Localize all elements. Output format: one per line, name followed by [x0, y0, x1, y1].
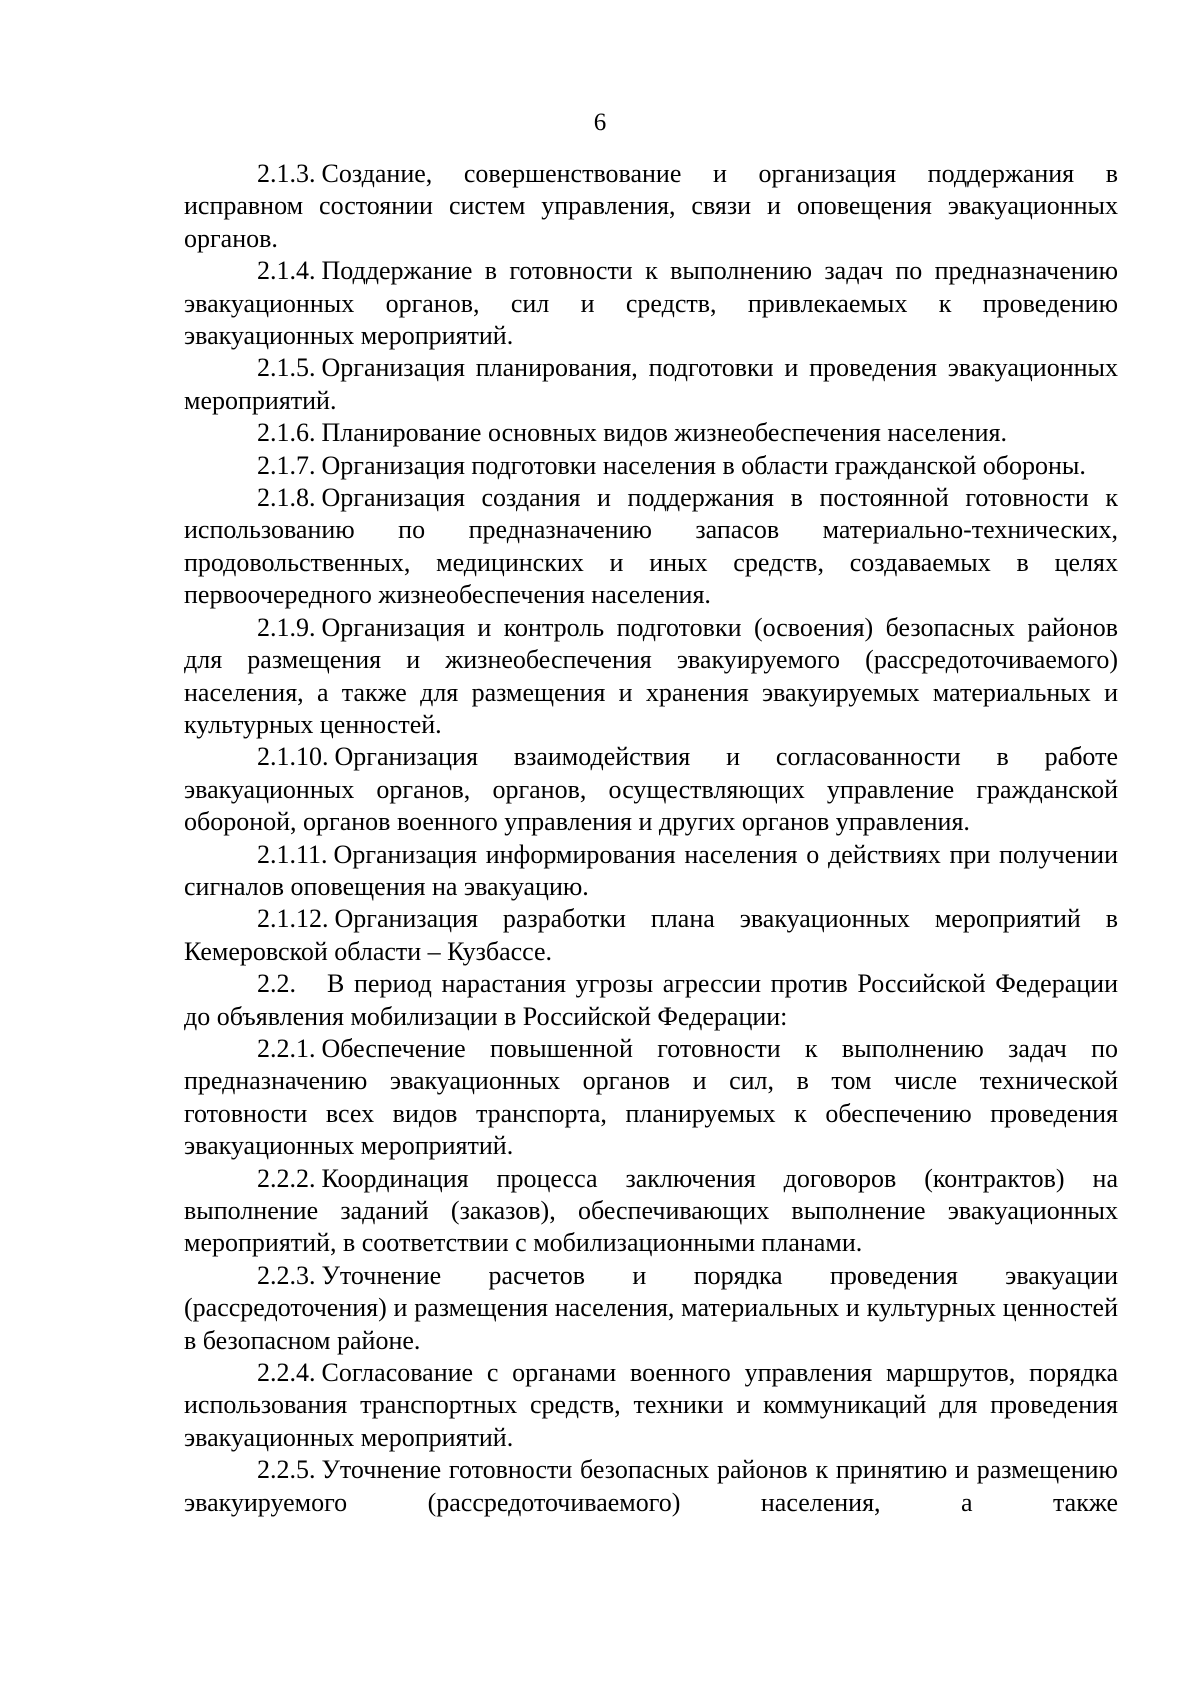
paragraph-2-2-1 — [184, 1033, 1118, 1163]
paragraph-text: Организация информирования населения о действиях при получении сигналов оповещения на эвакуацию. — [184, 839, 1118, 901]
paragraph-text: Планирование основных видов жизнеобеспечения населения. — [321, 418, 1007, 448]
paragraph-text: Координация процесса заключения договоров (контрактов) на выполнение заданий (заказов), обеспечивающих выполнение эвакуационных мероприятий, в соответствии с мобилизационными планами. — [184, 1163, 1118, 1258]
paragraph-number: 2.2.2. — [257, 1163, 316, 1193]
paragraph-text: Уточнение расчетов и порядка проведения эвакуации (рассредоточения) и размещения населения, материальных и культурных ценностей в безопасном районе. — [184, 1260, 1118, 1355]
paragraph-number: 2.1.9. — [257, 612, 316, 642]
paragraph-2-1-8 — [184, 482, 1118, 612]
paragraph-text: Организация разработки плана эвакуационных мероприятий в Кемеровской области – Кузбассе. — [184, 904, 1118, 966]
paragraph-text: Организация и контроль подготовки (освоения) безопасных районов для размещения и жизнеобеспечения эвакуируемого (рассредоточиваемого) населения, а также для размещения и хранения эвакуируемых материальных и культурных ценностей. — [184, 612, 1118, 739]
paragraph-number: 2.1.6. — [257, 418, 316, 448]
paragraph-number: 2.2.4. — [257, 1358, 316, 1388]
paragraph-2-1-10 — [184, 741, 1118, 838]
paragraph-text: Согласование с органами военного управления маршрутов, порядка использования транспортных средств, техники и коммуникаций для проведения эвакуационных мероприятий. — [184, 1358, 1118, 1452]
paragraph-text: Организация планирования, подготовки и проведения эвакуационных мероприятий. — [184, 353, 1118, 415]
paragraph-2-1-5 — [184, 352, 1118, 417]
paragraph-2-1-4 — [184, 255, 1118, 352]
paragraph-number: 2.1.10. — [257, 742, 329, 772]
paragraph-number: 2.2.5. — [257, 1455, 316, 1485]
paragraph-number: 2.1.12. — [257, 904, 329, 934]
paragraph-text: Создание, совершенствование и организация поддержания в исправном состоянии систем управления, связи и оповещения эвакуационных органов. — [184, 159, 1118, 253]
paragraph-number: 2.2.3. — [257, 1260, 316, 1290]
paragraph-number: 2.1.8. — [257, 483, 316, 513]
paragraph-number: 2.1.5. — [257, 353, 316, 383]
paragraph-number: 2.1.4. — [257, 256, 316, 286]
document-body — [184, 158, 1118, 1519]
paragraph-text: Организация создания и поддержания в постоянной готовности к использованию по предназначению запасов материально-технических, продовольственных, медицинских и иных средств, создаваемых в целях первоочередного жизнеобеспечения населения. — [184, 483, 1118, 610]
paragraph-2-1-11 — [184, 839, 1118, 904]
paragraph-text: Обеспечение повышенной готовности к выполнению задач по предназначению эвакуационных органов и сил, в том числе технической готовности всех видов транспорта, планируемых к обеспечению проведения эвакуационных мероприятий. — [184, 1033, 1118, 1161]
paragraph-2-1-6 — [184, 417, 1118, 449]
paragraph-2-1-9 — [184, 612, 1118, 742]
paragraph-2-2 — [184, 968, 1118, 1033]
page-number: 6 — [593, 109, 607, 136]
paragraph-number: 2.1.3. — [257, 159, 316, 188]
paragraph-2-2-3 — [184, 1260, 1118, 1357]
paragraph-2-2-5 — [184, 1454, 1118, 1519]
paragraph-2-2-2 — [184, 1163, 1118, 1260]
paragraph-number: 2.2.1. — [257, 1033, 316, 1063]
paragraph-2-1-12 — [184, 903, 1118, 968]
paragraph-2-1-7 — [184, 450, 1118, 482]
paragraph-number: 2.2. — [257, 969, 296, 999]
paragraph-text: В период нарастания угрозы агрессии против Российской Федерации до объявления мобилизации в Российской Федерации: — [184, 969, 1118, 1031]
paragraph-number: 2.1.7. — [257, 450, 316, 480]
paragraph-2-1-3 — [184, 158, 1118, 255]
paragraph-text: Организация подготовки населения в области гражданской обороны. — [321, 450, 1086, 480]
paragraph-text: Уточнение готовности безопасных районов к принятию и размещению эвакуируемого (рассредоточиваемого) населения, а также — [184, 1455, 1118, 1517]
paragraph-number: 2.1.11. — [257, 839, 328, 869]
paragraph-text: Организация взаимодействия и согласованности в работе эвакуационных органов, органов, осуществляющих управление гражданской обороной, органов военного управления и других органов управления. — [184, 742, 1118, 837]
paragraph-2-2-4 — [184, 1357, 1118, 1454]
paragraph-text: Поддержание в готовности к выполнению задач по предназначению эвакуационных органов, сил и средств, привлекаемых к проведению эвакуационных мероприятий. — [184, 256, 1118, 351]
